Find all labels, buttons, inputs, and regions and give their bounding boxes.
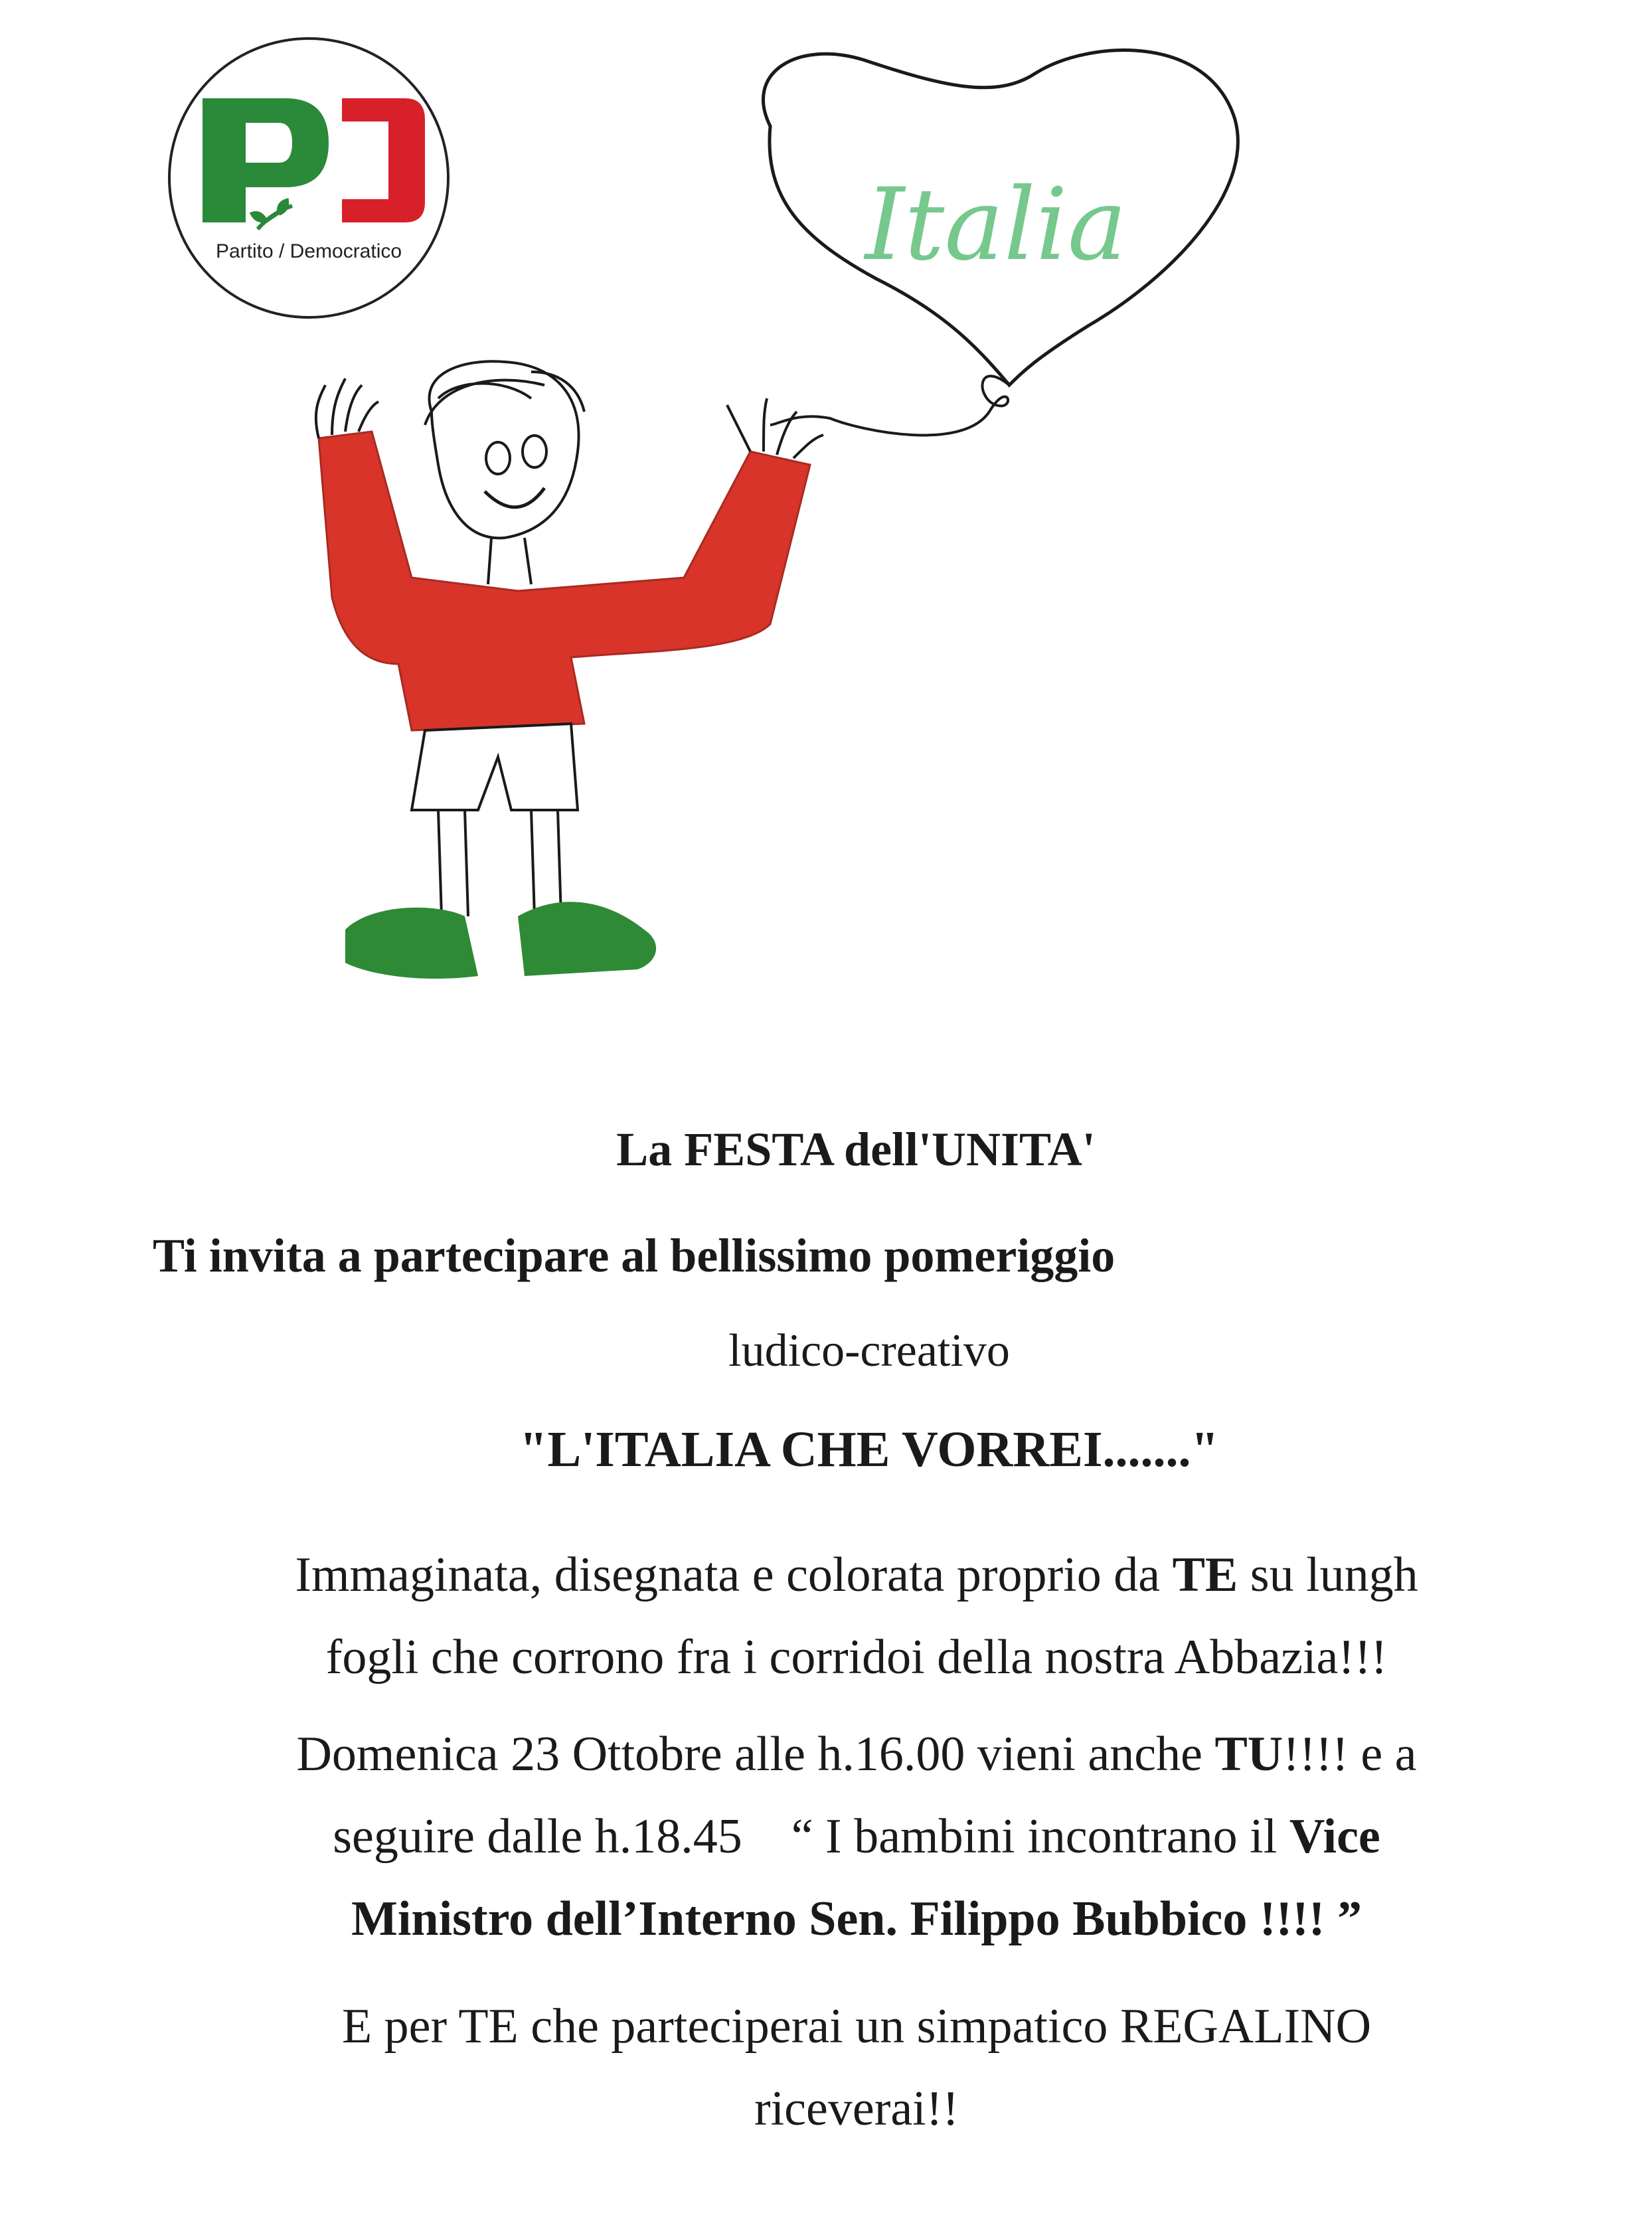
paragraph-gift: E per TE che parteciperai un simpatico REGALINO riceverai!! (341, 1999, 1372, 2136)
invite-line: Ti invita a partecipare al bellissimo pomeriggio (153, 1229, 1115, 1282)
child-left-hand (316, 378, 378, 438)
balloon-text: Italia (865, 167, 1127, 283)
subtitle: ludico-creativo (728, 1325, 1010, 1376)
child-shorts (412, 724, 578, 810)
festa-title: La FESTA dell'UNITA' (616, 1123, 1096, 1176)
balloon-string (770, 376, 1009, 435)
child-right-shoe (518, 902, 656, 976)
child-drawing (316, 361, 823, 979)
flyer-illustration (0, 0, 1652, 1062)
logo-caption: Partito / Democratico (215, 240, 402, 262)
paragraph-schedule: Domenica 23 Ottobre alle h.16.00 vieni anche TU!!!! e a seguire dalle h.18.45 “ I bambini incontrano il Vice Ministro dell’Interno Sen. Filippo Bubbico !!!! ” (296, 1727, 1417, 1946)
heart-balloon (763, 50, 1238, 436)
child-right-hand (727, 398, 823, 458)
child-head (430, 361, 579, 538)
paragraph-description: Immaginata, disegnata e colorata proprio da TE su lungh fogli che corrono fra i corridoi della nostra Abbazia!!! (295, 1548, 1418, 1684)
event-name: "L'ITALIA CHE VORREI......." (519, 1422, 1219, 1477)
pd-logo (169, 39, 448, 317)
child-left-shoe (345, 908, 478, 979)
